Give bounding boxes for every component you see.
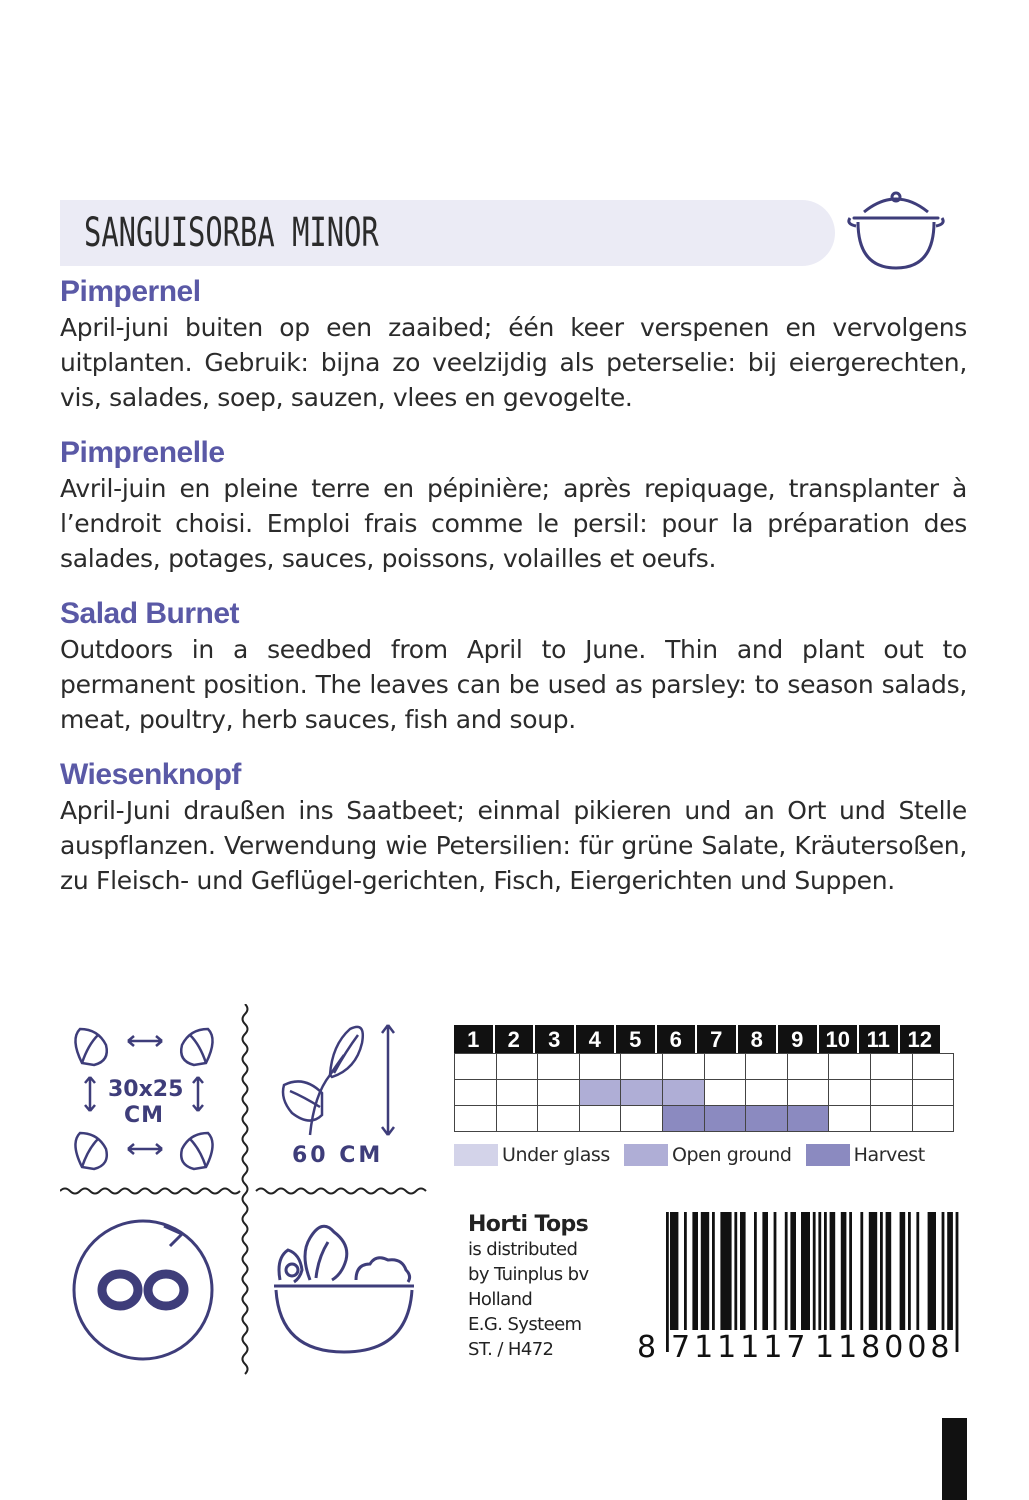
month-label: 8 — [738, 1025, 779, 1053]
calendar-cell — [870, 1079, 913, 1106]
section-german — [60, 759, 967, 898]
barcode-bar — [790, 1212, 796, 1330]
calendar-cell — [704, 1079, 747, 1106]
calendar-cell — [912, 1105, 955, 1132]
calendar-cell — [579, 1079, 622, 1106]
section-text: April-Juni draußen ins Saatbeet; einmal pikieren und an Ort und Stelle auspflanzen. Verwendung wie Petersilien: für grüne Salate, Kräutersoßen, zu Fleisch- und Geflügel-gerichten, Fisch, Eiergerichten und Suppen. — [60, 796, 967, 895]
legend-label: Open ground — [671, 1144, 792, 1166]
barcode-bar — [740, 1212, 746, 1330]
calendar-cell — [496, 1053, 539, 1080]
barcode-bar — [734, 1212, 737, 1330]
barcode-bar — [762, 1212, 768, 1330]
calendar-cell — [828, 1105, 871, 1132]
calendar-cell — [787, 1053, 830, 1080]
section-text: April-juni buiten op een zaaibed; één keer verspenen en vervolgens uitplanten. Gebruik: bijna zo veelzijdig als peterselie: bij eiergerechten, vis, salades, soep, sauzen, vlees en gevogelte. — [60, 313, 967, 412]
section-text: Avril-juin en pleine terre en pépinière; après repiquage, transplanter à l’endroit choisi. Emploi frais comme le persil: pour la préparation des salades, potages, sauces, poissons, volailles et oeufs. — [60, 474, 967, 573]
barcode-bar — [684, 1212, 687, 1330]
spacing-unit: CM — [124, 1103, 165, 1128]
plant-spacing-block — [60, 1015, 230, 1175]
calendar-cell — [454, 1079, 497, 1106]
spacing-value: 30x25 — [108, 1077, 184, 1102]
calendar-cell — [454, 1053, 497, 1080]
legend-swatch — [454, 1144, 498, 1166]
calendar-cell — [704, 1053, 747, 1080]
calendar-cell — [745, 1105, 788, 1132]
barcode-bar — [670, 1212, 678, 1330]
barcode-right-group: 118008 — [815, 1330, 954, 1365]
barcode-bar — [869, 1212, 877, 1330]
barcode-left-group: 711117 — [671, 1330, 810, 1365]
calendar-cell — [579, 1105, 622, 1132]
salad-bowl-icon — [270, 1214, 420, 1364]
distributor-line: ST. / H472 — [468, 1339, 554, 1360]
barcode-bar — [701, 1212, 709, 1330]
height-value: 60 CM — [292, 1143, 384, 1168]
calendar-row — [454, 1080, 953, 1106]
month-label: 11 — [859, 1025, 900, 1053]
month-label: 10 — [819, 1025, 860, 1053]
plant-height-icon — [270, 1015, 410, 1145]
barcode-guard-bar — [956, 1212, 959, 1352]
barcode-bar — [886, 1212, 892, 1330]
calendar-cell — [537, 1079, 580, 1106]
calendar-cell — [620, 1105, 663, 1132]
calendar-cell — [912, 1053, 955, 1080]
calendar-legend — [454, 1144, 939, 1166]
calendar-cell — [496, 1079, 539, 1106]
calendar-cell — [620, 1079, 663, 1106]
barcode-bar — [818, 1212, 821, 1330]
section-heading: Salad Burnet — [60, 597, 240, 630]
month-label: 5 — [616, 1025, 657, 1053]
calendar-cell — [828, 1079, 871, 1106]
month-label: 6 — [657, 1025, 698, 1053]
calendar-cell — [579, 1053, 622, 1080]
distributor-line: Holland — [468, 1289, 533, 1310]
section-english — [60, 598, 967, 737]
calendar-row — [454, 1106, 953, 1132]
calendar-cell — [662, 1053, 705, 1080]
calendar-cell — [787, 1079, 830, 1106]
month-label: 3 — [535, 1025, 576, 1053]
distributor-line: is distributed — [468, 1239, 578, 1260]
barcode-bar — [916, 1212, 919, 1330]
month-label: 9 — [778, 1025, 819, 1053]
calendar-cell — [662, 1105, 705, 1132]
barcode-bar — [692, 1212, 698, 1330]
barcode-bar — [774, 1212, 777, 1330]
month-label: 2 — [495, 1025, 536, 1053]
calendar-cell — [662, 1079, 705, 1106]
calendar-grid — [454, 1054, 953, 1132]
barcode-bar — [720, 1212, 731, 1330]
barcode-bar — [841, 1212, 847, 1330]
title-band — [60, 200, 835, 266]
calendar-cell — [870, 1105, 913, 1132]
barcode-first-digit: 8 — [637, 1330, 657, 1365]
cooking-pot-icon — [846, 188, 946, 274]
wavy-divider-horizontal — [60, 1184, 432, 1198]
barcode-bar — [942, 1212, 945, 1330]
section-heading: Pimprenelle — [60, 436, 225, 469]
section-heading: Pimpernel — [60, 275, 201, 308]
print-mark-bar — [942, 1418, 967, 1500]
barcode-bar — [880, 1212, 883, 1330]
barcode-bar — [785, 1212, 788, 1330]
sowing-calendar — [454, 1025, 953, 1132]
calendar-cell — [870, 1053, 913, 1080]
barcode-bar — [830, 1212, 836, 1330]
calendar-cell — [787, 1105, 830, 1132]
calendar-cell — [745, 1053, 788, 1080]
barcode-bar — [813, 1212, 816, 1330]
month-label: 7 — [697, 1025, 738, 1053]
barcode-bar — [928, 1212, 936, 1330]
barcode-bar — [849, 1212, 852, 1330]
calendar-cell — [537, 1105, 580, 1132]
month-label: 12 — [900, 1025, 941, 1053]
latin-name-title: SANGUISORBA MINOR — [84, 210, 379, 256]
calendar-cell — [704, 1105, 747, 1132]
distributor-info — [468, 1212, 618, 1362]
calendar-cell — [537, 1053, 580, 1080]
legend-swatch — [624, 1144, 668, 1166]
section-french — [60, 437, 967, 576]
distributor-line: by Tuinplus bv — [468, 1264, 589, 1285]
calendar-cell — [454, 1105, 497, 1132]
calendar-cell — [496, 1105, 539, 1132]
calendar-cell — [828, 1053, 871, 1080]
calendar-cell — [620, 1053, 663, 1080]
section-text: Outdoors in a seedbed from April to June. Thin and plant out to permanent position. The leaves can be used as parsley: to season salads, meat, poultry, herb sauces, fish and soup. — [60, 635, 967, 734]
brand-name: Horti Tops — [468, 1212, 589, 1237]
barcode-guard-bar — [666, 1212, 669, 1352]
month-label: 1 — [454, 1025, 495, 1053]
barcode-bar — [908, 1212, 911, 1330]
distributor-line: E.G. Systeem — [468, 1314, 582, 1335]
legend-label: Under glass — [502, 1144, 610, 1166]
section-dutch — [60, 276, 967, 415]
calendar-month-header — [454, 1025, 953, 1053]
barcode-bar — [754, 1212, 757, 1330]
plant-height-block — [270, 1015, 410, 1175]
month-label: 4 — [576, 1025, 617, 1053]
perennial-infinity-icon — [70, 1216, 220, 1366]
barcode-bar — [712, 1212, 715, 1330]
section-heading: Wiesenknopf — [60, 758, 241, 791]
barcode-bar — [900, 1212, 906, 1330]
legend-label: Harvest — [853, 1144, 925, 1166]
barcode-bar — [824, 1212, 827, 1330]
calendar-cell — [912, 1079, 955, 1106]
calendar-cell — [745, 1079, 788, 1106]
barcode-bar — [860, 1212, 863, 1330]
calendar-row — [454, 1054, 953, 1080]
legend-swatch — [806, 1144, 850, 1166]
